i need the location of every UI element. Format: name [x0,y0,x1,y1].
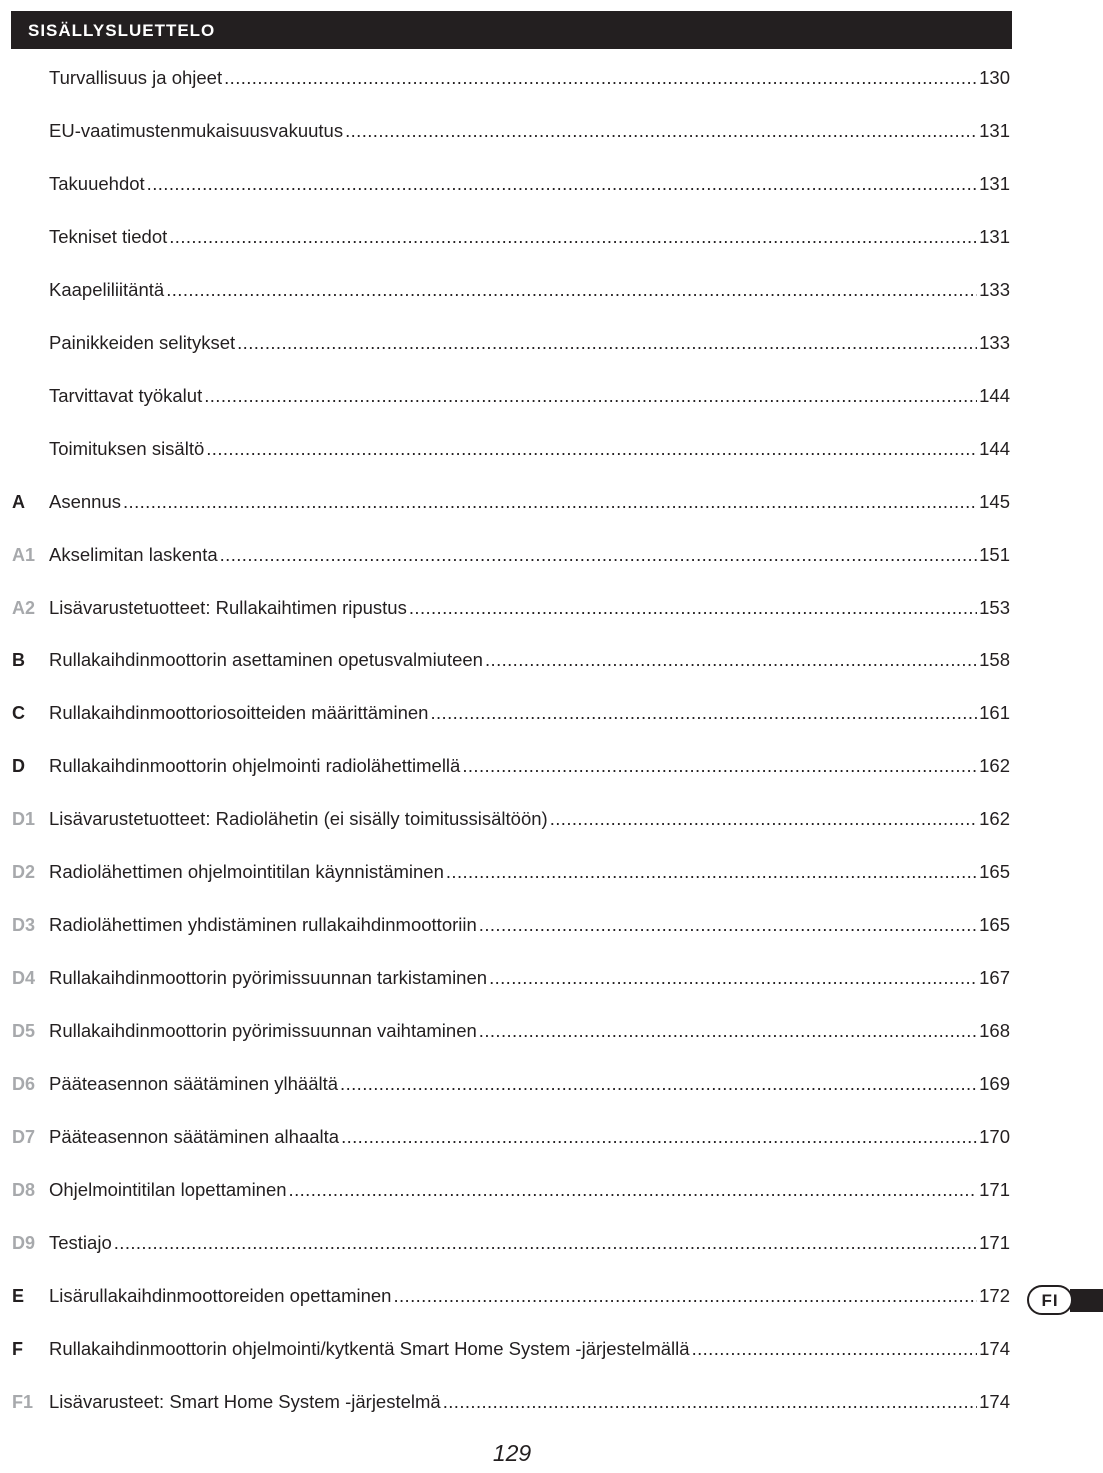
toc-entry-line [49,912,1010,938]
toc-entry-line [49,1177,1010,1203]
toc-entry-line [49,171,1010,197]
toc-entry-title: Testiajo [49,1232,112,1253]
toc-entry-line [49,383,1010,409]
toc-entry-code: D8 [12,1180,36,1200]
toc-entry[interactable] [0,1177,1012,1203]
toc-entry-line [49,1389,1010,1415]
page-number: 129 [492,1440,532,1466]
language-tab [1026,1284,1103,1317]
toc-entry-code: D2 [12,862,36,882]
toc-entry-line [49,965,1010,991]
toc-entry-line [49,224,1010,250]
toc-entry-code: D4 [12,968,36,988]
toc-entry[interactable] [0,1389,1012,1415]
toc-entry[interactable] [0,118,1012,144]
toc-entry-page: 131 [979,173,1010,194]
toc-entry-page: 168 [979,1020,1010,1041]
toc-dot-leader [224,65,977,91]
toc-entry-title: EU-vaatimustenmukaisuusvakuutus [49,120,344,141]
toc-entry-page: 165 [979,914,1010,935]
toc-entry-title: Kaapeliliitäntä [49,279,165,300]
toc-entry-title: Rullakaihdinmoottorin ohjelmointi/kytkentä Smart Home System -järjestelmällä [49,1338,690,1359]
toc-dot-leader [147,171,977,197]
toc-entry[interactable] [0,1230,1012,1256]
toc-entry-title: Pääteasennon säätäminen ylhäältä [49,1073,339,1094]
toc-entry-title: Lisärullakaihdinmoottoreiden opettaminen [49,1285,392,1306]
toc-entry-page: 174 [979,1338,1010,1359]
toc-entry-title: Lisävarustetuotteet: Radiolähetin (ei sisälly toimitussisältöön) [49,808,548,829]
toc-entry[interactable] [0,1336,1012,1362]
toc-entry-line [49,118,1010,144]
toc-entry-code: D7 [12,1127,36,1147]
toc-dot-leader [393,1283,977,1309]
toc-entry-page: 158 [979,649,1010,670]
toc-entry[interactable] [0,1124,1012,1150]
toc-entry-code: D6 [12,1074,36,1094]
toc-entry-page: 172 [979,1285,1010,1306]
toc-entry-code: A1 [12,545,36,565]
toc-entry-title: Pääteasennon säätäminen alhaalta [49,1126,340,1147]
toc-entry[interactable] [0,595,1012,621]
toc-entry[interactable] [0,277,1012,303]
toc-entry[interactable] [0,436,1012,462]
toc-dot-leader [550,806,977,832]
toc-dot-leader [341,1124,977,1150]
toc-entry-page: 162 [979,755,1010,776]
toc-entry[interactable] [0,1283,1012,1309]
toc-entry-page: 144 [979,438,1010,459]
toc-entry-title: Rullakaihdinmoottoriosoitteiden määrittäminen [49,702,429,723]
toc-entry-title: Radiolähettimen yhdistäminen rullakaihdinmoottoriin [49,914,477,935]
toc-entry-line [49,1071,1010,1097]
toc-entry-page: 171 [979,1232,1010,1253]
toc-entry-line [49,1336,1010,1362]
toc-dot-leader [289,1177,978,1203]
toc-dot-leader [692,1336,978,1362]
toc-entry-line [49,436,1010,462]
toc-entry-code: F [12,1339,23,1359]
toc-entry-page: 169 [979,1073,1010,1094]
toc-dot-leader [479,1018,977,1044]
toc-entry-code: D [12,756,25,776]
toc-entry[interactable] [0,383,1012,409]
toc-entry-line [49,806,1010,832]
toc-entry-line [49,859,1010,885]
toc-entry[interactable] [0,224,1012,250]
toc-dot-leader [204,383,977,409]
toc-entry[interactable] [0,753,1012,779]
toc-entry-line [49,753,1010,779]
toc-entry-title: Rullakaihdinmoottorin pyörimissuunnan tarkistaminen [49,967,488,988]
toc-entry-line [49,595,1010,621]
toc-entry-title: Akselimitan laskenta [49,544,218,565]
toc-dot-leader [220,542,977,568]
toc-entry-line [49,1283,1010,1309]
toc-entry-code: E [12,1286,25,1306]
toc-heading-text: SISÄLLYSLUETTELO [28,21,216,40]
toc-entry-line [49,1018,1010,1044]
toc-entry[interactable] [0,542,1012,568]
toc-entry-title: Turvallisuus ja ohjeet [49,67,223,88]
toc-entry-line [49,489,1010,515]
toc-entry[interactable] [0,859,1012,885]
toc-entry[interactable] [0,912,1012,938]
toc-entry-code: B [12,650,25,670]
toc-dot-leader [123,489,977,515]
toc-entry-page: 130 [979,67,1010,88]
toc-entry-title: Toimituksen sisältö [49,438,205,459]
toc-entry-line [49,700,1010,726]
toc-dot-leader [166,277,977,303]
toc-entry-title: Tekniset tiedot [49,226,168,247]
toc-dot-leader [443,1389,977,1415]
toc-dot-leader [237,330,977,356]
toc-entry-page: 131 [979,226,1010,247]
toc-entry-code: D3 [12,915,36,935]
toc-dot-leader [206,436,977,462]
toc-entry-line [49,330,1010,356]
toc-dot-leader [446,859,977,885]
toc-entry-page: 167 [979,967,1010,988]
toc-entry[interactable] [0,647,1012,673]
toc-entry[interactable] [0,489,1012,515]
toc-entry[interactable] [0,1018,1012,1044]
toc-entry-page: 153 [979,597,1010,618]
toc-entry-page: 144 [979,385,1010,406]
toc-entry-page: 131 [979,120,1010,141]
language-badge: FI [1027,1285,1073,1315]
toc-dot-leader [485,647,977,673]
toc-entry-page: 165 [979,861,1010,882]
toc-entry-code: C [12,703,25,723]
toc-entry-page: 133 [979,332,1010,353]
toc-entry-line [49,647,1010,673]
toc-entry-page: 162 [979,808,1010,829]
toc-entry[interactable] [0,806,1012,832]
toc-dot-leader [169,224,977,250]
toc-entry[interactable] [0,700,1012,726]
toc-entry-title: Asennus [49,491,121,512]
toc-entry-page: 161 [979,702,1010,723]
toc-entry[interactable] [0,65,1012,91]
toc-entry-page: 145 [979,491,1010,512]
toc-dot-leader [462,753,977,779]
toc-dot-leader [114,1230,977,1256]
toc-entry-page: 151 [979,544,1010,565]
toc-entry-line [49,1124,1010,1150]
toc-entry-line [49,1230,1010,1256]
toc-entry-page: 133 [979,279,1010,300]
toc-entry-page: 174 [979,1391,1010,1412]
toc-dot-leader [345,118,977,144]
toc-dot-leader [340,1071,977,1097]
toc-entry-line [49,277,1010,303]
toc-entry[interactable] [0,171,1012,197]
toc-entry-title: Ohjelmointitilan lopettaminen [49,1179,287,1200]
toc-entry-line [49,542,1010,568]
toc-entry-page: 171 [979,1179,1010,1200]
toc-entry-title: Tarvittavat työkalut [49,385,203,406]
toc-entry-code: D1 [12,809,36,829]
toc-entry-title: Rullakaihdinmoottorin pyörimissuunnan vaihtaminen [49,1020,477,1041]
language-tab-bar [1070,1289,1103,1312]
toc-dot-leader [489,965,977,991]
toc-heading [11,11,1012,49]
toc-entry-page: 170 [979,1126,1010,1147]
toc-entry-title: Lisävarusteet: Smart Home System -järjestelmä [49,1391,441,1412]
toc-entry-title: Takuuehdot [49,173,145,194]
toc-entry-title: Painikkeiden selitykset [49,332,236,353]
toc-dot-leader [409,595,977,621]
toc-entry-title: Rullakaihdinmoottorin ohjelmointi radiolähettimellä [49,755,461,776]
toc-entry-code: A [12,492,25,512]
toc-entry-title: Rullakaihdinmoottorin asettaminen opetusvalmiuteen [49,649,483,670]
toc-entry[interactable] [0,965,1012,991]
toc-entry-code: A2 [12,598,36,618]
toc-entry[interactable] [0,330,1012,356]
toc-entry-code: D9 [12,1233,36,1253]
toc-dot-leader [479,912,977,938]
toc-entry[interactable] [0,1071,1012,1097]
toc-entry-title: Radiolähettimen ohjelmointitilan käynnistäminen [49,861,444,882]
toc-entry-title: Lisävarustetuotteet: Rullakaihtimen ripustus [49,597,407,618]
toc-entry-line [49,65,1010,91]
toc-dot-leader [430,700,977,726]
toc-entry-code: D5 [12,1021,36,1041]
toc-entry-code: F1 [12,1392,34,1412]
